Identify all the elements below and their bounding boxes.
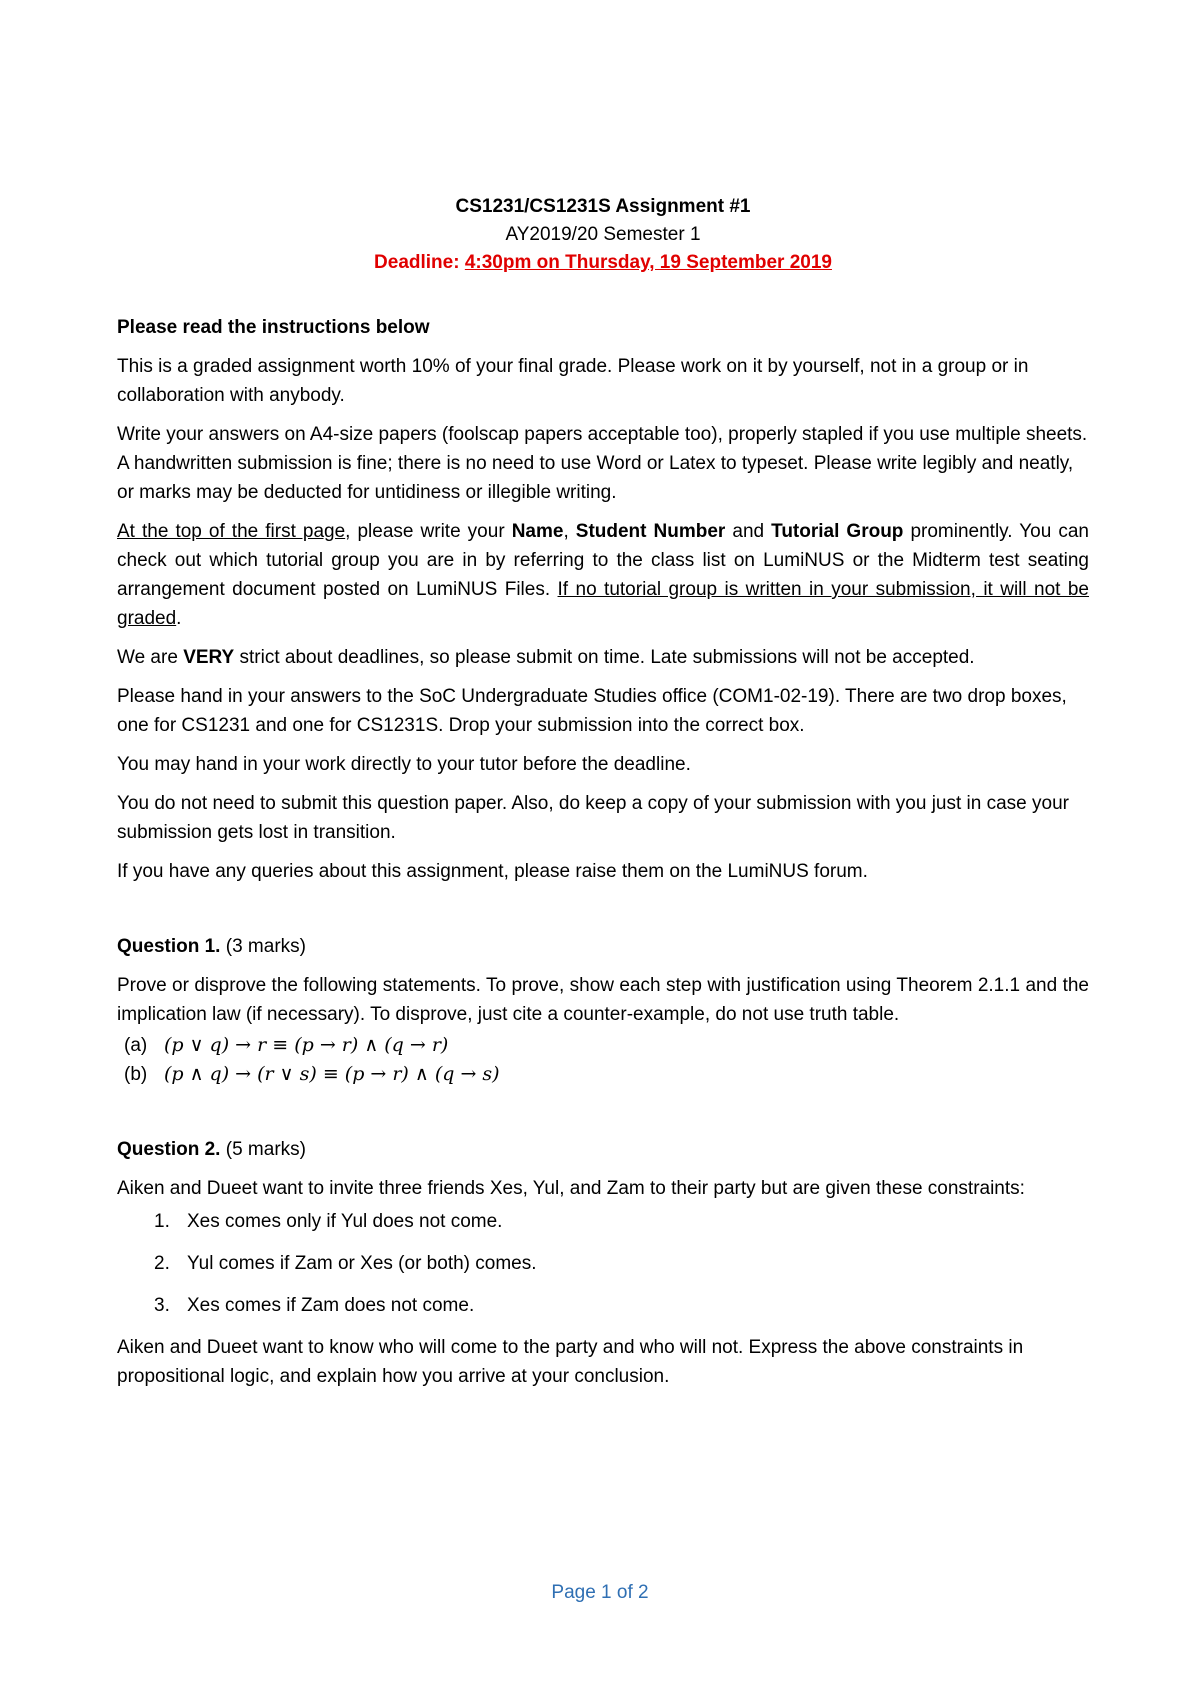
- page-content: [117, 193, 1089, 1391]
- p3-text-4: prominently. You can check out which tutorial group you are in by referring to the class list on LumiNUS or the Midterm test seating arrangement document posted on LumiNUS Files.: [117, 521, 1089, 600]
- deadline-label: Deadline:: [374, 252, 465, 273]
- instruction-paragraph-3: [117, 517, 1089, 633]
- question-2-intro: Aiken and Dueet want to invite three friends Xes, Yul, and Zam to their party but are given these constraints:: [117, 1178, 1025, 1199]
- list-item-number: 1.: [154, 1211, 170, 1232]
- question-1-label: Question 1.: [117, 936, 221, 957]
- page-number: Page 1 of 2: [551, 1582, 649, 1603]
- question-1-text: Prove or disprove the following statements. To prove, show each step with justification using Theorem 2.1.1 and the implication law (if necessary). To disprove, just cite a counter-example, do not use truth table.: [117, 975, 1089, 1025]
- instruction-paragraph-8: If you have any queries about this assignment, please raise them on the LumiNUS forum.: [117, 861, 868, 882]
- statement-b-expression: (p ∧ q) → (r ∨ s) ≡ (p → r) ∧ (q → s): [164, 1063, 500, 1085]
- p4-text-2: strict about deadlines, so please submit on time. Late submissions will not be accepted.: [234, 647, 975, 668]
- p3-text-1: , please write your: [345, 521, 512, 542]
- deadline-line: [117, 249, 1089, 277]
- list-item-text: Yul comes if Zam or Xes (or both) comes.: [187, 1253, 537, 1274]
- list-item-text: Xes comes only if Yul does not come.: [187, 1211, 503, 1232]
- semester-line: AY2019/20 Semester 1: [505, 224, 701, 245]
- instruction-paragraph-5: Please hand in your answers to the SoC Undergraduate Studies office (COM1-02-19). There are two drop boxes, one for CS1231 and one for CS1231S. Drop your submission into the correct box.: [117, 686, 1067, 736]
- p3-text-3: and: [725, 521, 772, 542]
- p3-text-2: ,: [563, 521, 576, 542]
- question-1-statements: [117, 1031, 1089, 1089]
- instruction-paragraph-1: This is a graded assignment worth 10% of your final grade. Please work on it by yourself, not in a group or in collaboration with anybody.: [117, 356, 1029, 406]
- p3-text-5: .: [176, 608, 182, 629]
- statement-a: [117, 1031, 1089, 1060]
- question-2-marks: (5 marks): [220, 1139, 306, 1160]
- name-emphasis: Name: [511, 521, 564, 542]
- statement-a-expression: (p ∨ q) → r ≡ (p → r) ∧ (q → r): [164, 1034, 449, 1056]
- question-1-marks: (3 marks): [220, 936, 306, 957]
- constraints-list: [117, 1207, 1089, 1320]
- question-2-label: Question 2.: [117, 1139, 221, 1160]
- list-item: [117, 1249, 1089, 1278]
- question-2-heading: [117, 1135, 1089, 1164]
- statement-b-label: (b): [124, 1064, 148, 1085]
- statement-a-label: (a): [124, 1035, 148, 1056]
- first-page-emphasis: At the top of the first page: [117, 521, 346, 542]
- list-item: [117, 1207, 1089, 1236]
- question-1-heading: [117, 932, 1089, 961]
- tutorial-group-emphasis: Tutorial Group: [771, 521, 904, 542]
- deadline-value: 4:30pm on Thursday, 19 September 2019: [464, 252, 832, 273]
- assignment-title: CS1231/CS1231S Assignment #1: [455, 196, 751, 217]
- instructions-heading: Please read the instructions below: [117, 317, 430, 338]
- instruction-paragraph-2: Write your answers on A4-size papers (foolscap papers acceptable too), properly stapled if you use multiple sheets. A handwritten submission is fine; there is no need to use Word or Latex to typeset. Please write legibly and neatly, or marks may be deducted for untidiness or illegible writing.: [117, 424, 1088, 503]
- list-item: [117, 1291, 1089, 1320]
- list-item-number: 2.: [154, 1253, 170, 1274]
- question-2-outro: Aiken and Dueet want to know who will come to the party and who will not. Express the above constraints in propositional logic, and explain how you arrive at your conclusion.: [117, 1337, 1024, 1387]
- very-emphasis: VERY: [183, 647, 235, 668]
- student-number-emphasis: Student Number: [575, 521, 726, 542]
- statement-b: [117, 1060, 1089, 1089]
- instruction-paragraph-7: You do not need to submit this question paper. Also, do keep a copy of your submission with you just in case your submission gets lost in transition.: [117, 793, 1069, 843]
- list-item-number: 3.: [154, 1295, 170, 1316]
- p4-text-1: We are: [117, 647, 184, 668]
- not-graded-warning: If no tutorial group is written in your submission, it will not be graded: [117, 579, 1089, 629]
- list-item-text: Xes comes if Zam does not come.: [187, 1295, 475, 1316]
- instruction-paragraph-4: [117, 643, 1089, 672]
- instruction-paragraph-6: You may hand in your work directly to your tutor before the deadline.: [117, 754, 691, 775]
